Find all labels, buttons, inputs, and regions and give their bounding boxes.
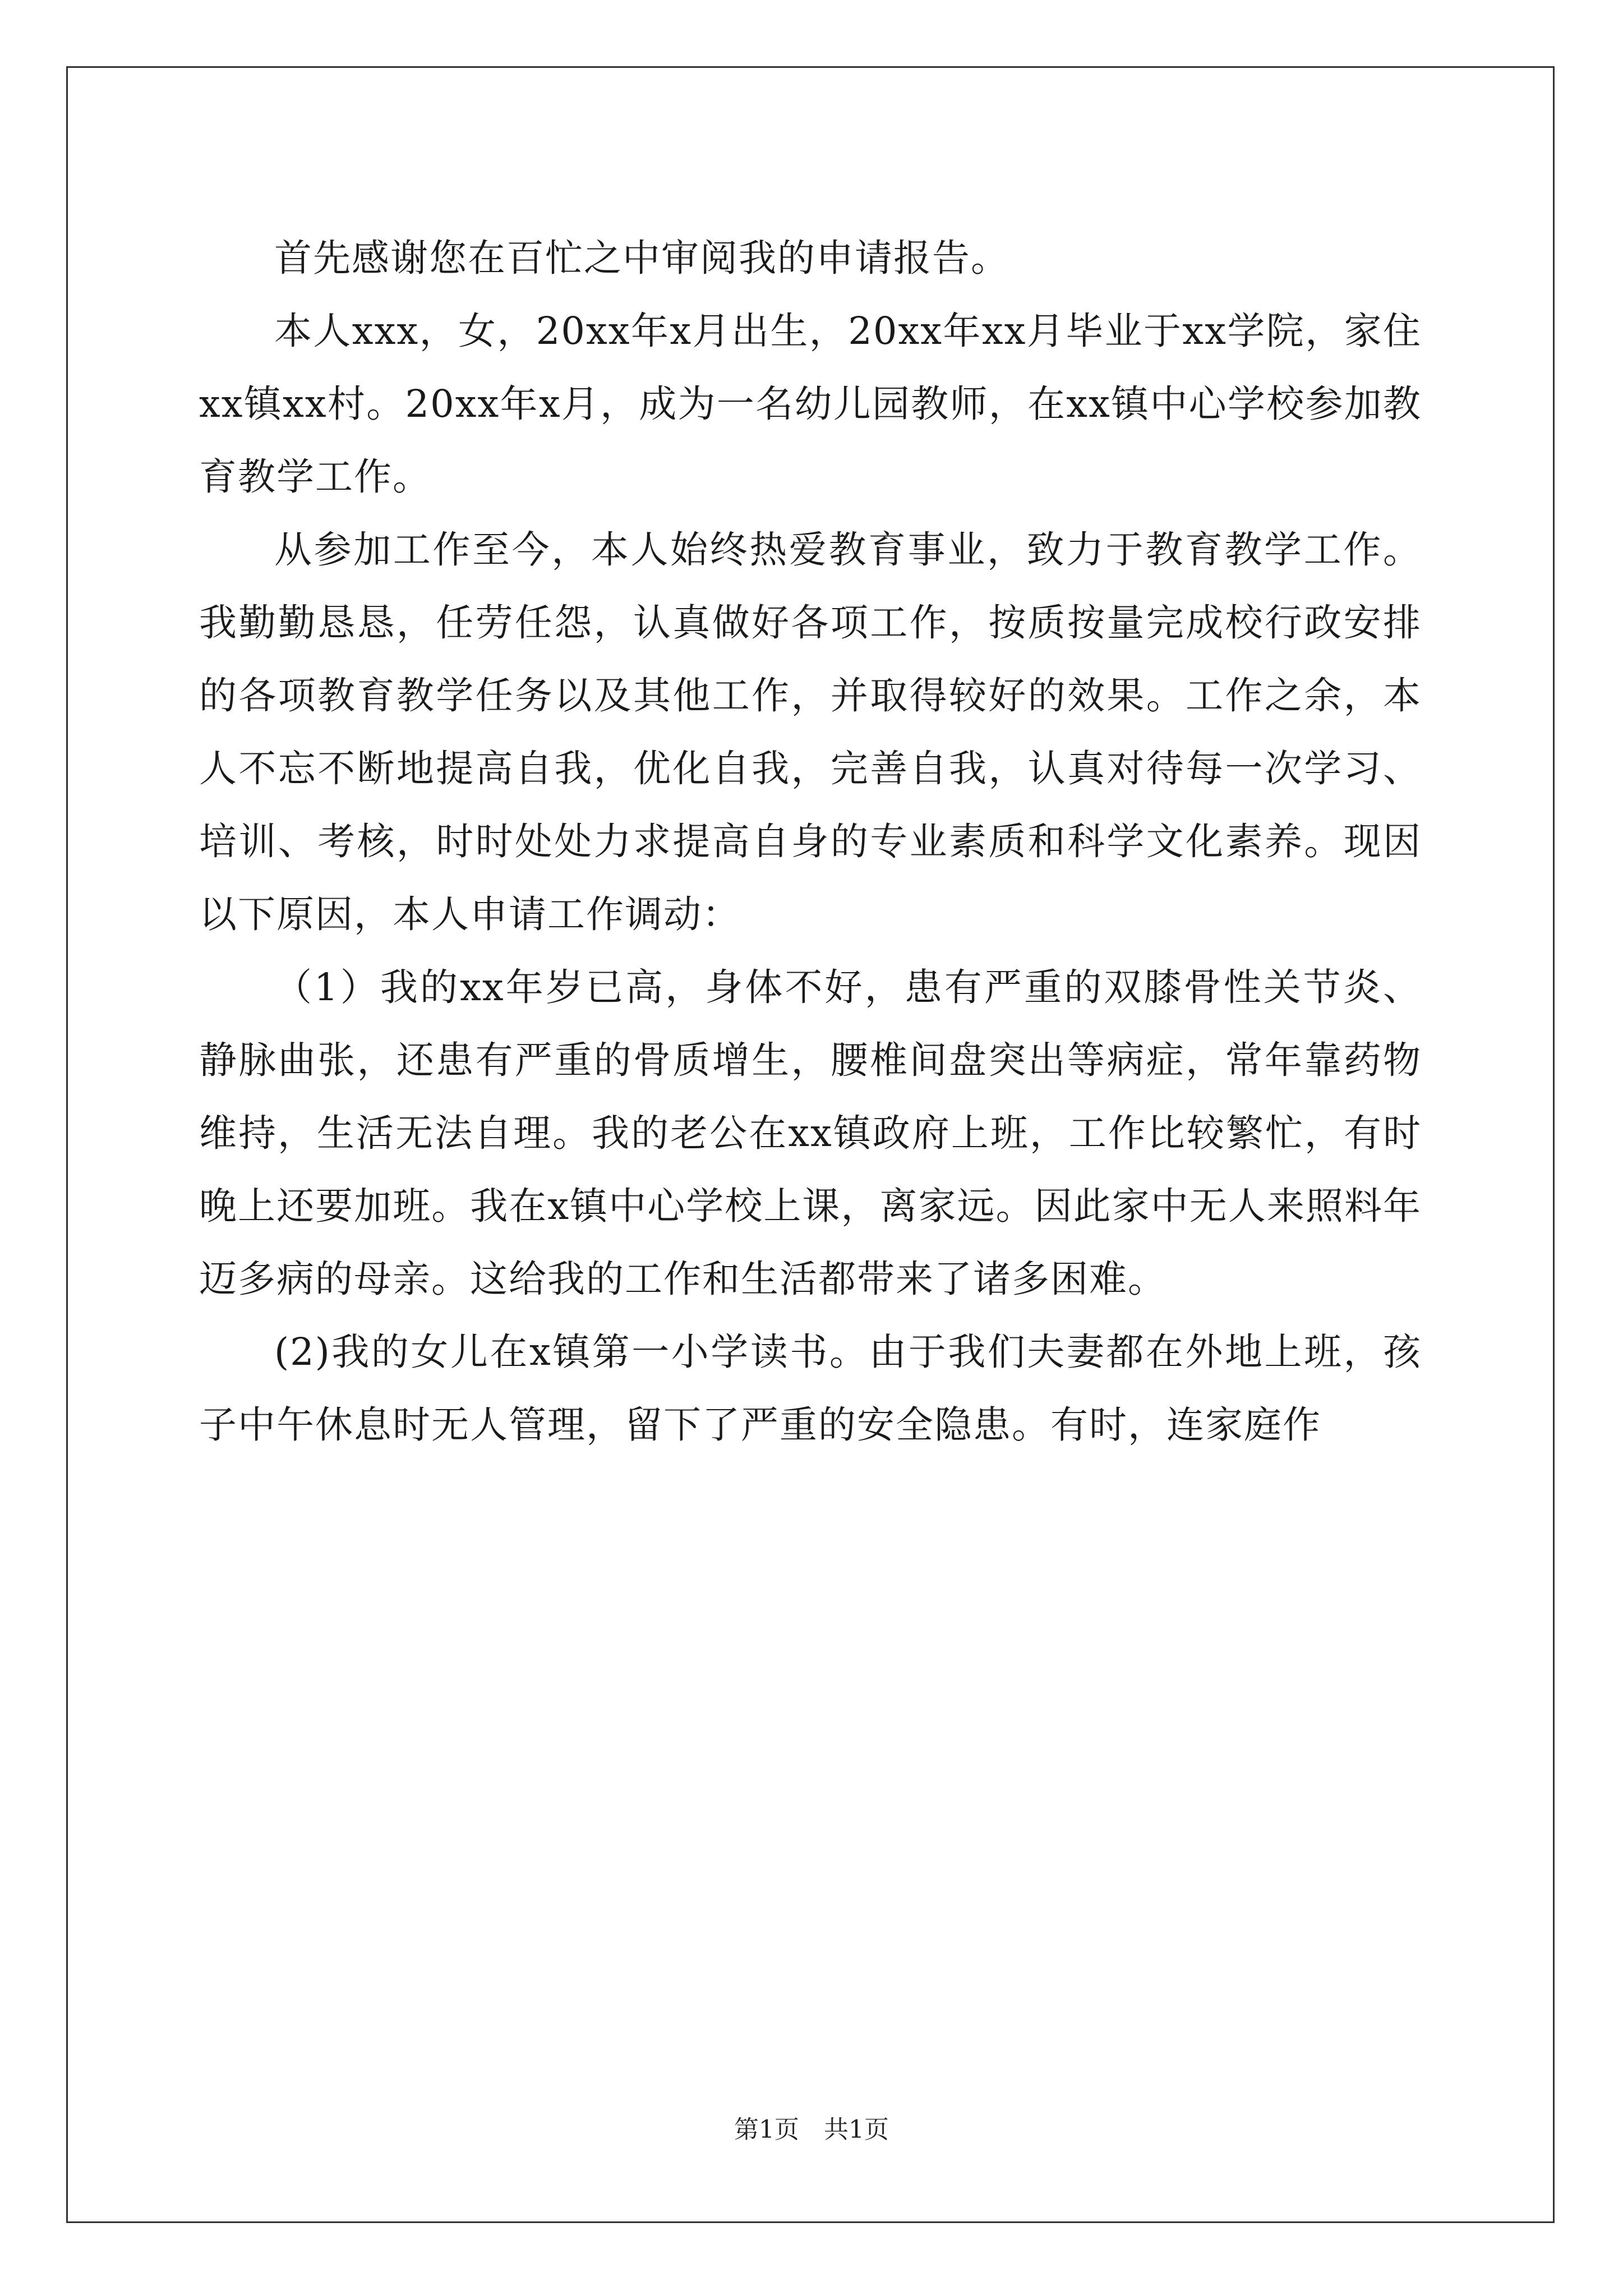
document-body (199, 222, 1422, 1461)
paragraph-3: 从参加工作至今，本人始终热爱教育事业，致力于教育教学工作。我勤勤恳恳，任劳任怨，认真做好各项工作，按质按量完成校行政安排的各项教育教学任务以及其他工作，并取得较好的效果。工作之余，本人不忘不断地提高自我，优化自我，完善自我，认真对待每一次学习、培训、考核，时时处处力求提高自身的专业素质和科学文化素养。现因以下原因，本人申请工作调动： (199, 528, 1422, 936)
paragraph-2: 本人xxx，女，20xx年x月出生，20xx年xx月毕业于xx学院，家住xx镇xx村。20xx年x月，成为一名幼儿园教师，在xx镇中心学校参加教育教学工作。 (199, 309, 1422, 499)
paragraph-4: （1）我的xx年岁已高，身体不好，患有严重的双膝骨性关节炎、静脉曲张，还患有严重的骨质增生，腰椎间盘突出等病症，常年靠药物维持，生活无法自理。我的老公在xx镇政府上班，工作比较繁忙，有时晚上还要加班。我在x镇中心学校上课，离家远。因此家中无人来照料年迈多病的母亲。这给我的工作和生活都带来了诸多困难。 (199, 965, 1422, 1301)
paragraph-5: (2)我的女儿在x镇第一小学读书。由于我们夫妻都在外地上班，孩子中午休息时无人管理，留下了严重的安全隐患。有时，连家庭作 (199, 1330, 1422, 1447)
paragraph-1: 首先感谢您在百忙之中审阅我的申请报告。 (274, 236, 1009, 280)
page-footer: 第1页 共1页 (734, 2115, 889, 2144)
